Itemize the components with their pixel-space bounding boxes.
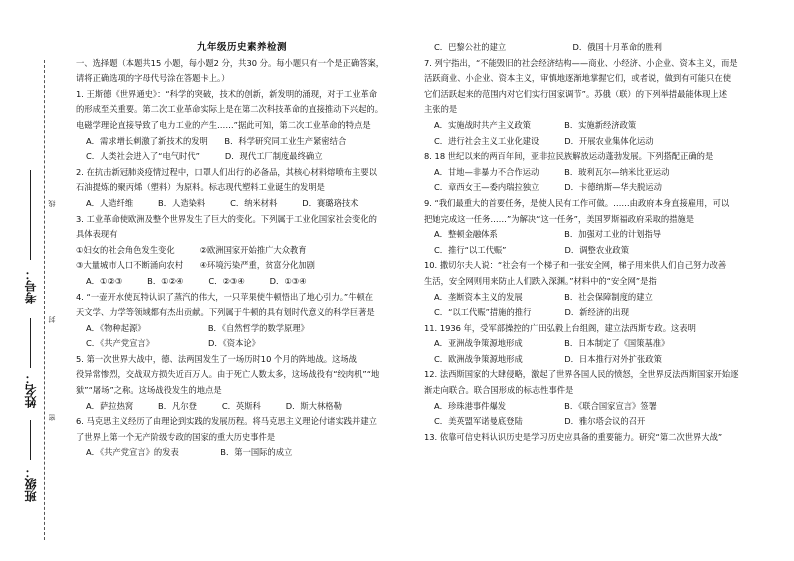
question-10-text: 10. 撒切尔夫人说：“社会有一个梯子和一张安全网，梯子用来供人们自己努力改善 — [424, 260, 727, 271]
question-1-options: C．人类社会进入了“电气时代” D．现代工厂制度最终确立 — [86, 151, 323, 162]
question-5-text: 役异常惨烈，交战双方损失近百万人。由于死亡人数太多，这场战役有“绞肉机”“地 — [76, 369, 380, 380]
question-11-options: A．亚洲战争策源地形成 B．日本制定了《国策基准》 — [434, 338, 670, 349]
question-6-options: A．《共产党宣言》的发表 B．第一国际的成立 — [86, 447, 293, 458]
question-7-text: 7. 列宁指出，“不能毁旧的社会经济结构——商业、小经济、小企业、资本主义，而是 — [424, 57, 738, 68]
page-title: 九年级历史素养检测 — [196, 42, 287, 53]
question-6-text: 6. 马克思主义经历了由理论到实践的发展历程。将马克思主义理论付诸实践并建立 — [76, 416, 377, 427]
question-10-options: C．“以工代赈”措施的推行 D．新经济的出现 — [434, 307, 630, 318]
binding-dashed-line — [44, 60, 45, 540]
question-1-text: 1. 王斯德《世界通史》：“科学的突破，技术的创新，新发明的涌现，对于工业革命 — [76, 88, 378, 99]
question-3-items: ①妇女的社会角色发生变化 ②欧洲国家开始推广大众教育 — [76, 244, 307, 255]
kaohao-label: 考号： — [24, 268, 38, 304]
question-1-options: A．需求增长刺激了新技术的发明 B．科学研究同工业生产紧密结合 — [86, 135, 347, 146]
question-3-text: 具体表现有 — [76, 229, 118, 240]
question-4-options: A．《物种起源》 B．《自然哲学的数学原理》 — [86, 322, 309, 333]
question-11-options: C．欧洲战争策源地形成 D．日本推行对外扩张政策 — [434, 353, 662, 364]
binding-margin — [0, 0, 70, 561]
margin-mark-feng: 封 — [48, 316, 56, 323]
margin-mark-mi: 密 — [48, 414, 56, 421]
section-instruction-cont: 请将正确选项的字母代号涂在答题卡上。） — [76, 73, 230, 84]
question-5-text: 5. 第一次世界大战中，德、法两国发生了一场历时10 个月的阵地战。这场战 — [76, 353, 357, 364]
question-10-text: 生活，安全网则用来防止人们跌入深渊。”材料中的“安全网”是指 — [424, 275, 657, 286]
question-8-text: 8. 18 世纪以来的两百年间，亚非拉民族解放运动蓬勃发展。下列搭配正确的是 — [424, 151, 714, 162]
question-5-options: A．萨拉热窝 B．凡尔登 C．英斯科 D．斯大林格勒 — [86, 400, 342, 411]
question-5-text: 狱”“屠场”之称。这场战役发生的地点是 — [76, 385, 222, 396]
question-7-text: 它们活跃起来的范围内对它们实行国家调节”。苏俄（联）的下列举措最能体现上述 — [424, 88, 727, 99]
question-2-text: 2. 在抗击新冠肺炎疫情过程中，口罩人们出行的必备品，其核心材料熔喷布主要以 — [76, 166, 377, 177]
question-9-options: C．推行“以工代赈” D．调整农业政策 — [434, 244, 630, 255]
question-7-text: 活跃商业、小企业、资本主义，审慎地逐渐地掌握它们，或者说，做到有可能只在使 — [424, 73, 731, 84]
question-8-options: A．甘地—非暴力不合作运动 B．玻利瓦尔—纳米比亚运动 — [434, 166, 670, 177]
banji-label: 班级： — [24, 466, 38, 502]
banji-underline — [30, 420, 31, 460]
section-instruction: 一、选择题（本题共15 小题，每小题2 分，共30 分。每小题只有一个是正确答案， — [76, 57, 385, 68]
question-3-items: ③大量城市人口不断涌向农村 ④环境污染严重，贫富分化加剧 — [76, 260, 315, 271]
question-8-options: C．章西女王—委内瑞拉独立 D．卡德纳斯—华夫脱运动 — [434, 182, 662, 193]
question-2-options: A．人造纤维 B．人造染料 C．纳米材料 D．赛璐珞技术 — [86, 197, 359, 208]
xingming-label: 姓名： — [24, 372, 38, 408]
question-1-text: 的形成至关重要。第二次工业革命实际上是在第二次科技革命的直接推动下兴起的。 — [76, 104, 383, 115]
question-1-text: 电磁学理论直接导致了电力工业的产生……”据此可知，第二次工业革命的特点是 — [76, 119, 371, 130]
question-2-text: 石油提炼的聚丙烯（塑料）为原料。标志现代塑料工业诞生的发明是 — [76, 182, 325, 193]
question-6-text: 了世界上第一个无产阶级专政的国家的重大历史事件是 — [76, 431, 276, 442]
question-6-options: C．巴黎公社的建立 D．俄国十月革命的胜利 — [434, 42, 662, 52]
question-4-options: C．《共产党宣言》 D．《资本论》 — [86, 338, 260, 349]
question-4-text: 4. “一壶开水使瓦特认识了蒸汽的伟大，一只苹果使牛顿悟出了地心引力。”牛顿在 — [76, 291, 374, 302]
question-12-text: 渐走向联合。联合国形成的标志性事件是 — [424, 385, 574, 396]
question-9-options: A．整顿金融体系 B．加强对工业的计划指导 — [434, 229, 662, 240]
question-10-options: A．垄断资本主义的发展 B．社会保障制度的建立 — [434, 291, 653, 302]
question-3-options: A．①②③ B．①②④ C．②③④ D．①③④ — [86, 275, 307, 286]
question-9-text: 9. “我们最重大的首要任务，是使人民有工作可做。……由政府本身直接雇用，可以 — [424, 197, 730, 208]
question-9-text: 把她完成这一任务……”为解决“这一任务”，美国罗斯福政府采取的措施是 — [424, 213, 695, 224]
question-7-options: A．实施战时共产主义政策 B．实施新经济政策 — [434, 119, 637, 130]
right-column — [424, 40, 776, 445]
question-13-text: 13. 依靠可信史料认识历史是学习历史应具备的重要能力。研究“第二次世界大战” — [424, 431, 723, 442]
xingming-underline — [30, 318, 31, 368]
question-3-text: 3. 工业革命使欧洲及整个世界发生了巨大的变化。下列属于工业化国家社会变化的 — [76, 213, 377, 224]
left-column — [76, 40, 408, 461]
margin-mark-xian: 线 — [48, 200, 56, 207]
question-12-text: 12. 法西斯国家的大肆侵略，激起了世界各国人民的愤怒，全世界反法西斯国家开始逐 — [424, 369, 739, 380]
kaohao-underline — [30, 170, 31, 260]
question-7-text: 主张的是 — [424, 104, 458, 115]
question-4-text: 天文学、力学等领域都有杰出贡献。下列属于牛顿的具有划时代意义的科学巨著是 — [76, 307, 375, 318]
question-7-options: C．进行社会主义工业化建设 D．开展农业集体化运动 — [434, 135, 654, 146]
question-11-text: 11. 1936 年，受军部操控的广田弘毅上台组阁，建立法西斯专政。这表明 — [424, 322, 696, 333]
question-12-options: C．美英盟军诺曼底登陆 D．雅尔塔会议的召开 — [434, 416, 646, 427]
question-12-options: A．珍珠港事件爆发 B．《联合国家宣言》签署 — [434, 400, 657, 411]
